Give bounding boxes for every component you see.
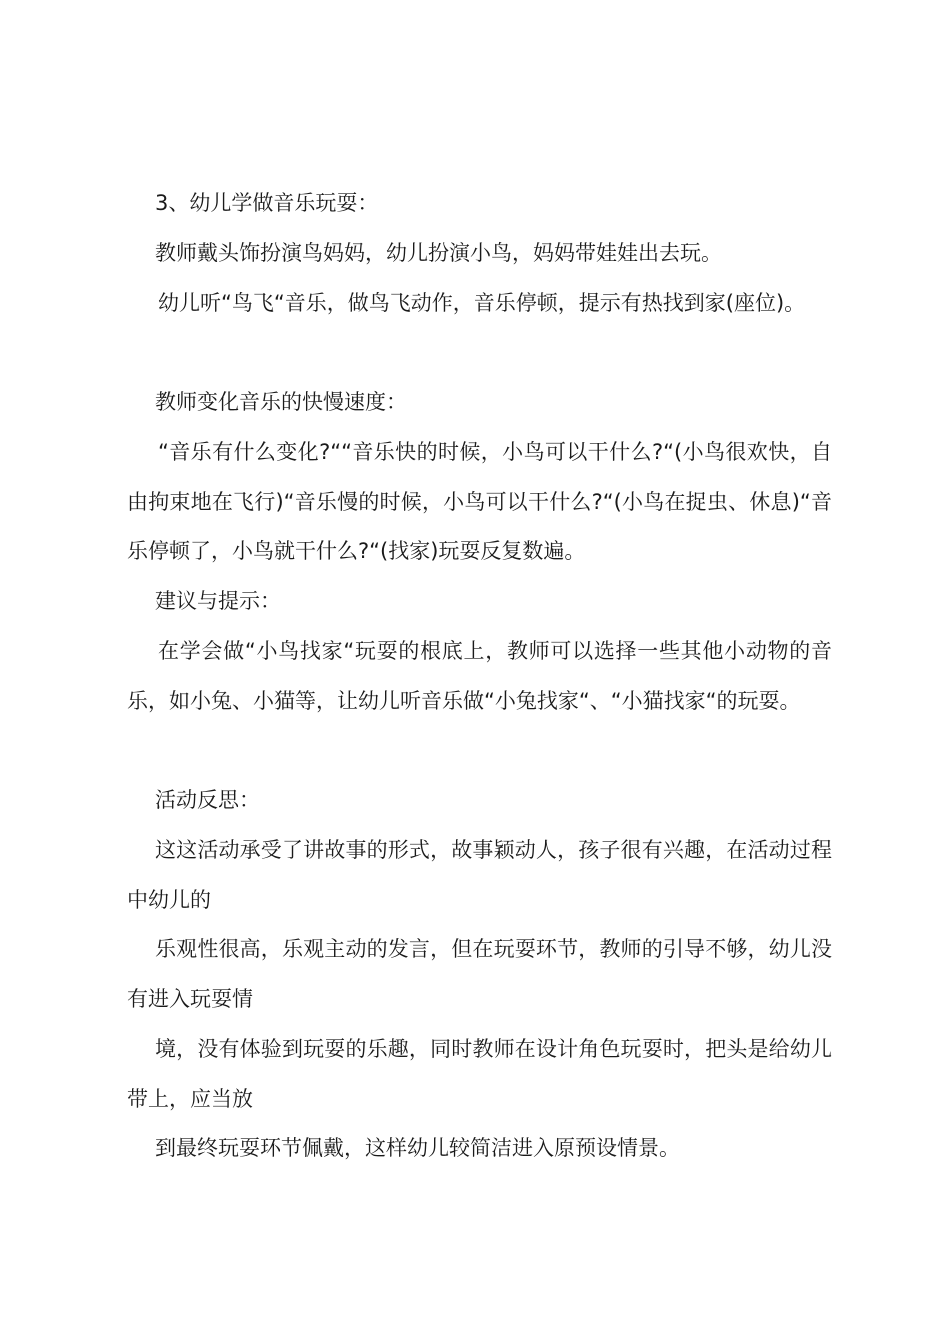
paragraph-reflection-3: 境，没有体验到玩耍的乐趣，同时教师在设计角色玩耍时，把头是给幼儿带上，应当放 xyxy=(127,1037,832,1111)
paragraph-tempo-questions: “音乐有什么变化?““音乐快的时候，小鸟可以干什么?“(小鸟很欢快，自由拘束地在飞行)“音乐慢的时候，小鸟可以干什么?“(小鸟在捉虫、休息)“音乐停顿了，小鸟就干什么?“(找家)玩耍反复数遍。 xyxy=(127,440,832,563)
section-heading-suggestions: 建议与提示： xyxy=(155,589,281,613)
paragraph-teacher-role: 教师戴头饰扮演鸟妈妈，幼儿扮演小鸟，妈妈带娃娃出去玩。 xyxy=(155,241,722,265)
paragraph-suggestions: 在学会做“小鸟找家“玩耍的根底上，教师可以选择一些其他小动物的音乐，如小兔、小猫等，让幼儿听音乐做“小兔找家“、“小猫找家“的玩耍。 xyxy=(127,639,832,713)
paragraph-reflection-2: 乐观性很高，乐观主动的发言，但在玩耍环节，教师的引导不够，幼儿没有进入玩耍情 xyxy=(127,937,832,1011)
section-heading-music-game: 3、幼儿学做音乐玩耍： xyxy=(155,191,379,215)
section-heading-reflection: 活动反思： xyxy=(155,788,260,812)
paragraph-reflection-1: 这这活动承受了讲故事的形式，故事颖动人，孩子很有兴趣，在活动过程中幼儿的 xyxy=(127,838,832,912)
paragraph-reflection-4: 到最终玩耍环节佩戴，这样幼儿较简洁进入原预设情景。 xyxy=(155,1136,680,1160)
paragraph-bird-fly: 幼儿听“鸟飞“音乐，做鸟飞动作，音乐停顿，提示有热找到家(座位)。 xyxy=(158,291,806,315)
paragraph-tempo-heading: 教师变化音乐的快慢速度： xyxy=(155,390,407,414)
